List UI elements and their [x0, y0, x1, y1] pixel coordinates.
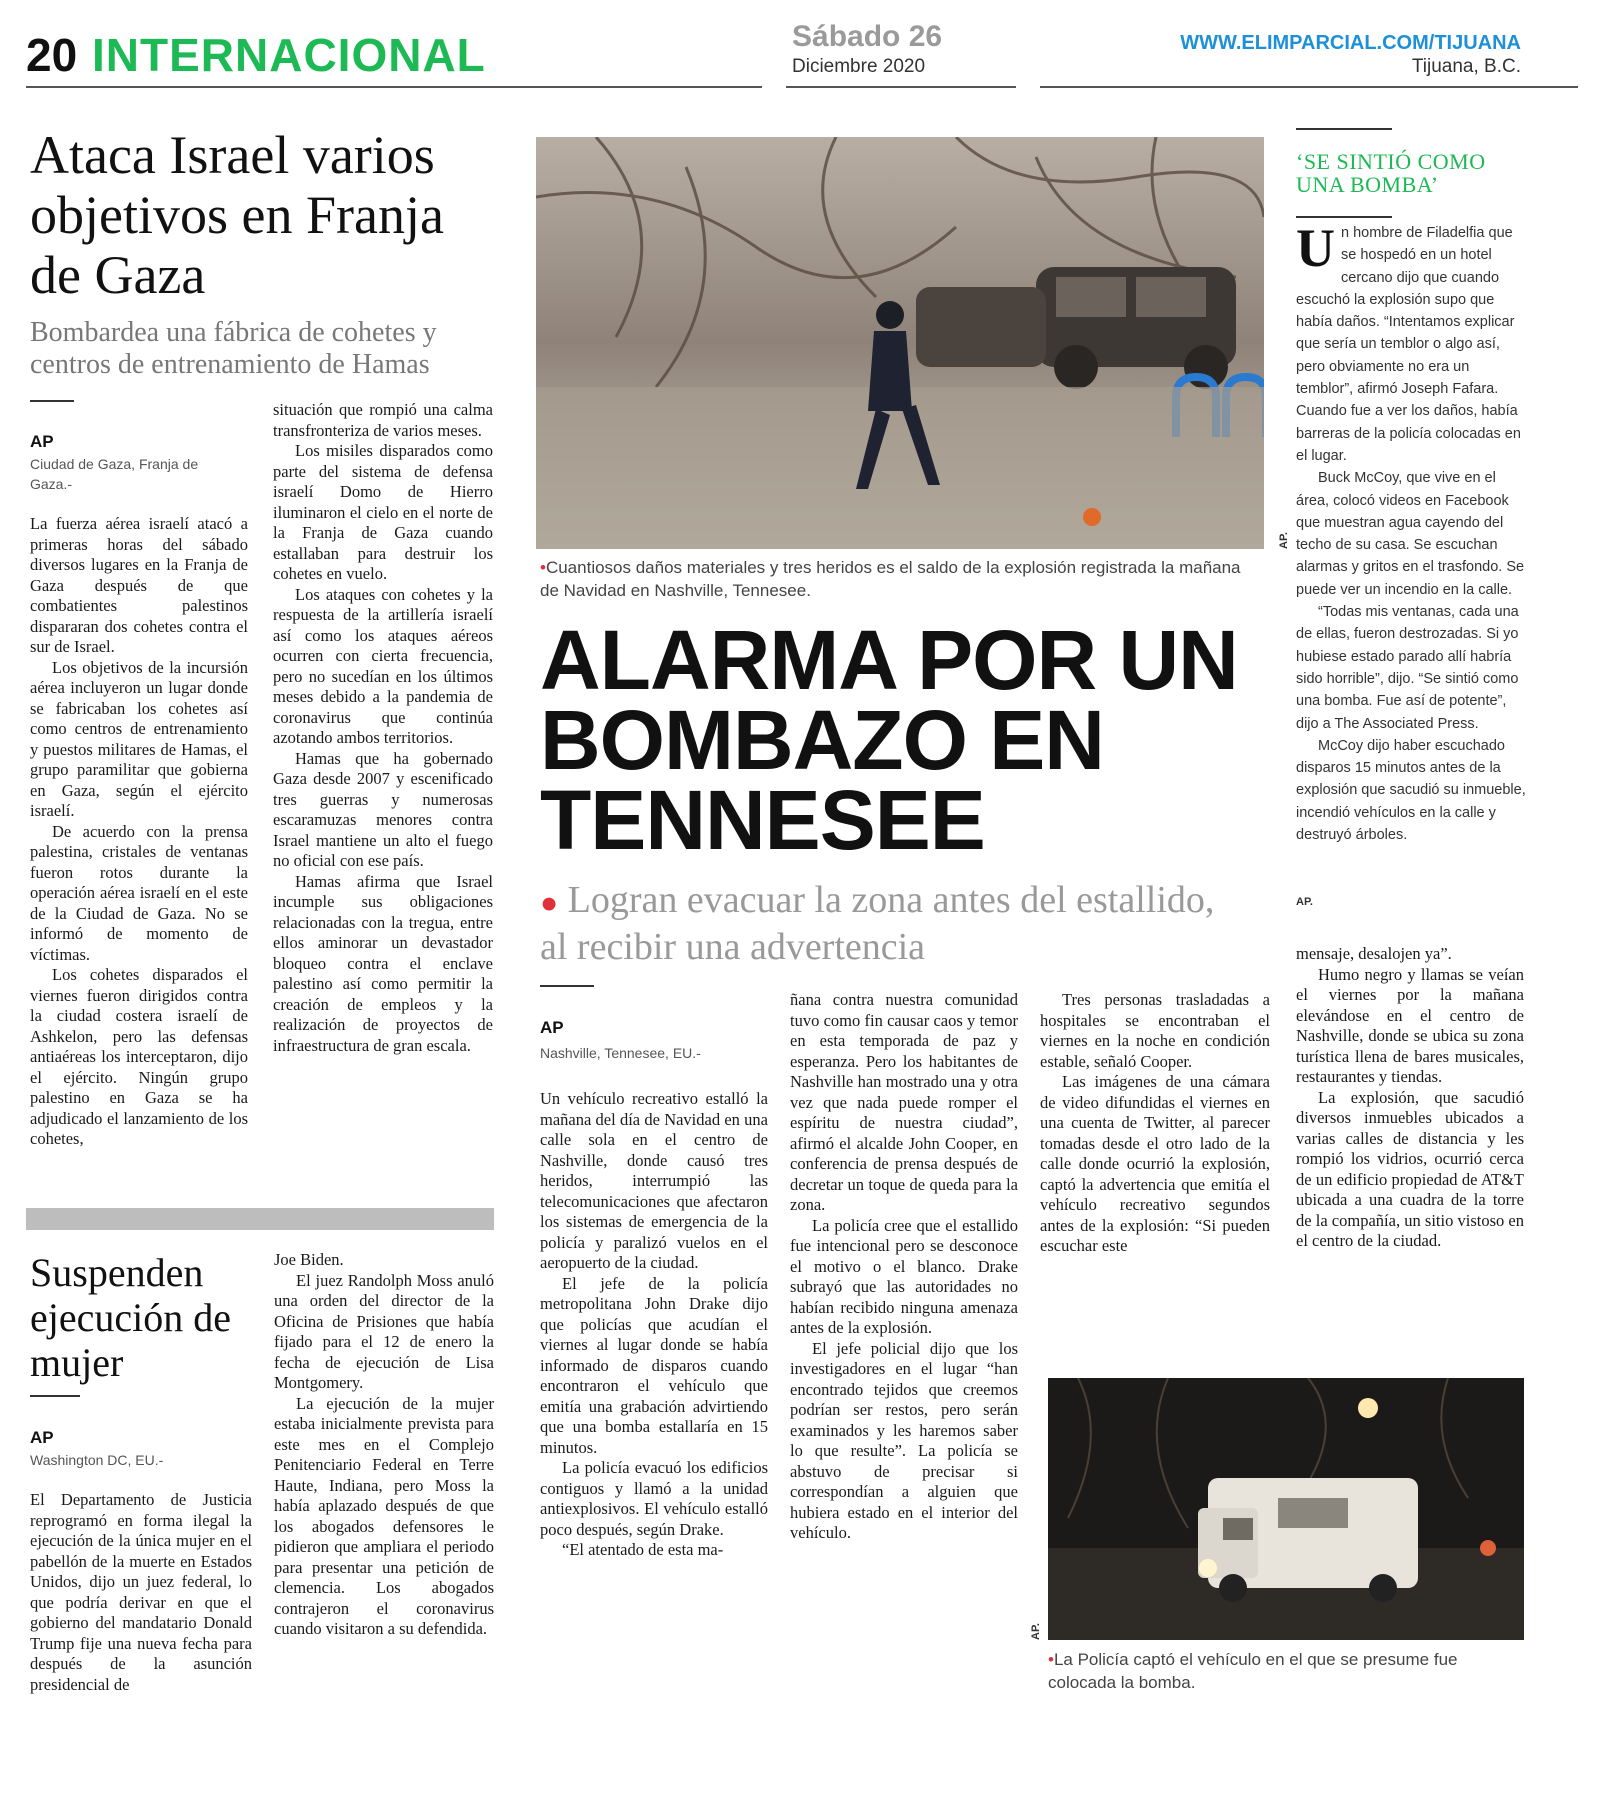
section-title: INTERNACIONAL — [92, 29, 486, 81]
nashville-byline: AP — [540, 1018, 564, 1037]
gaza-rule — [30, 400, 74, 402]
bullet-icon: • — [540, 558, 546, 577]
explosion-scene-photo — [536, 137, 1264, 549]
paragraph: McCoy dijo haber escuchado disparos 15 minutos antes de la explosión que sacudió su inmueble, incendió vehículos en la calle y destruyó árboles. — [1296, 737, 1526, 844]
gaza-byline: AP — [30, 432, 54, 451]
paragraph: Las imágenes de una cámara de video difundidas el viernes en una cuenta de Twitter, al parecer tomadas desde el otro lado de la calle donde ocurrió la explosión, captó la advertencia que emitía el vehículo recreativo segundos antes de la explosión: “Si pueden escuchar este — [1040, 1072, 1270, 1255]
paragraph: La explosión, que sacudió diversos inmuebles ubicados a varias calles de distancia y les rompió los vidrios, ocurrió cerca de un edificio propiedad de AT&T ubicada a una cuadra de la torre de la compañía, un sitio vistoso en el centro de la ciudad. — [1296, 1087, 1524, 1250]
paragraph: El Departamento de Justicia reprogramó en forma ilegal la ejecución de la única mujer en el pabellón de la muerte en Estados Unidos, dijo un juez federal, lo que podría derivar en que el gobierno del mandatario Donald Trump fije una nueva fecha para después de la asunción presidencial de — [30, 1490, 252, 1694]
sidebar-body — [1296, 218, 1526, 846]
paragraph: Joe Biden. — [274, 1250, 344, 1269]
header-rule — [786, 86, 1016, 88]
sidebar-credit: AP. — [1296, 896, 1313, 908]
paragraph: situación que rompió una calma transfronteriza de varios meses. — [273, 400, 493, 440]
paragraph: Humo negro y llamas se veían el viernes por la mañana elevándose en el centro de Nashville, donde se ubica su zona turística llena de bares musicales, restaurantes y tiendas. — [1296, 964, 1524, 1086]
gaza-column-2 — [273, 400, 493, 1056]
paragraph: El jefe policial dijo que los investigadores en el lugar “han encontrado tejidos que creemos podrían ser restos, pero serán examinados y les haremos saber lo que resulte”. La policía se abstuvo de precisar si correspondían a alguien que hubiera estado en el interior del vehículo. — [790, 1338, 1018, 1542]
paragraph: “El atentado de esta ma- — [562, 1540, 724, 1559]
paragraph: Los objetivos de la incursión aérea incluyeron un lugar donde se fabricaban los cohetes así como centros de entrenamiento y puestos militares de Hamas, el grupo paramilitar que gobierna en Gaza, según el ejército israelí. — [30, 657, 248, 820]
gaza-headline: Ataca Israel varios objetivos en Franja de Gaza — [30, 125, 444, 305]
section-divider-bar — [26, 1208, 494, 1230]
header-rule — [1040, 86, 1578, 88]
gaza-column-1 — [30, 514, 248, 1150]
site-url-link[interactable]: WWW.ELIMPARCIAL.COM/TIJUANA — [1180, 32, 1521, 54]
dropcap: U — [1296, 218, 1335, 278]
paragraph: Los cohetes disparados el viernes fueron dirigidos contra la ciudad costera israelí de Ashkelon, pero las defensas antiaéreas los interceptaron, dijo el ejército. Ningún grupo palestino en Gaza se ha adjudicado el lanzamiento de los cohetes, — [30, 965, 248, 1148]
photo-credit: AP. — [1278, 532, 1290, 549]
nashville-column-1 — [540, 1089, 768, 1561]
header-date: Diciembre 2020 — [792, 56, 926, 77]
page-number: 20 — [26, 29, 78, 81]
paragraph: La fuerza aérea israelí atacó a primeras horas del sábado diversos lugares en la Franja de Gaza después de que combatientes palestinos dispararan dos cohetes contra el sur de Israel. — [30, 514, 248, 656]
paragraph: ñana contra nuestra comunidad tuvo como fin causar caos y temor en esta temporada de paz y esperanza. Pero los habitantes de Nashville han mostrado una y otra vez que nada puede romper el espíritu de nuestra ciudad”, afirmó el alcalde John Cooper, en conferencia de prensa después de decretar un toque de queda para la zona. — [790, 990, 1018, 1214]
nashville-rule — [540, 985, 594, 987]
gaza-dateline: Ciudad de Gaza, Franja de Gaza.- — [30, 456, 199, 492]
paragraph: Un hombre de Filadelfia que se hospedó en un hotel cercano dijo que cuando escuchó la explosión supo que había daños. “Intentamos explicar que sería un temblor o algo así, pero obviamente no era un temblor”, afirmó Joseph Fafara. Cuando fue a ver los daños, había barreras de la policía colocadas en el lugar. — [1296, 218, 1521, 464]
header-city: Tijuana, B.C. — [1411, 56, 1521, 77]
rv-night-photo — [1048, 1378, 1524, 1640]
paragraph: Hamas afirma que Israel incumple sus obligaciones relacionadas con la tregua, entre ellos aminorar un devastador bloqueo contra el enclave palestino así como permitir la creación de empleos y la realización de proyectos de infraestructura de gran escala. — [273, 871, 493, 1055]
execution-byline: AP — [30, 1428, 54, 1447]
main-photo-caption: •Cuantiosos daños materiales y tres heridos es el saldo de la explosión registrada la mañana de Navidad en Nashville, Tennesee. — [540, 558, 1241, 600]
nashville-column-2 — [790, 990, 1018, 1544]
paragraph: La ejecución de la mujer estaba inicialmente prevista para este mes en el Complejo Penitenciario Federal en Terre Haute, Indiana, pero Moss la había aplazado después de que los abogados defensores le pidieron que ampliara el periodo para presentar una petición de clemencia. Los abogados contrajeron el coronavirus cuando visitaron a su defendida. — [274, 1393, 494, 1638]
sidebar-title: ‘SE SINTIÓ COMO UNA BOMBA’ — [1296, 149, 1486, 197]
paragraph: La policía evacuó los edificios contiguos y llamó a la unidad antiexplosivos. El vehículo estalló poco después, según Drake. — [540, 1458, 768, 1539]
paragraph: La policía cree que el estallido fue intencional pero se desconoce el motivo o el blanco. Drake subrayó que las autoridades no habían recibido ninguna amenaza antes de la explosión. — [790, 1215, 1018, 1337]
bullet-icon: • — [1048, 1650, 1054, 1669]
nashville-column-4 — [1296, 944, 1524, 1252]
execution-column-2 — [274, 1250, 494, 1640]
paragraph: El juez Randolph Moss anuló una orden del director de la Oficina de Prisiones que había fijado para el 12 de enero la fecha de ejecución de Lisa Montgomery. — [274, 1270, 494, 1392]
main-headline: ALARMA POR UN BOMBAZO EN TENNESEE — [540, 613, 1238, 867]
paragraph: “Todas mis ventanas, cada una de ellas, fueron destrozadas. Si yo hubiese estado parado allí habría sido horrible”, dijo. “Se sintió como una bomba. Fue así de potente”, dijo a The Associated Press. — [1296, 604, 1519, 732]
execution-headline: Suspenden ejecución de mujer — [30, 1250, 231, 1385]
photo-credit: AP. — [1030, 1623, 1042, 1640]
execution-dateline: Washington DC, EU.- — [30, 1452, 164, 1468]
main-subheadline: ● Logran evacuar la zona antes del estallido, al recibir una advertencia — [540, 879, 1215, 969]
nashville-dateline: Nashville, Tennesee, EU.- — [540, 1045, 701, 1061]
paragraph: Los ataques con cohetes y la respuesta de la artillería israelí así como los ataques aéreos ocurren con cierta frecuencia, pero no sucedían en los últimos meses debido a la pandemia de coronavirus que continúa azotando ambos territorios. — [273, 584, 493, 747]
header-day: Sábado 26 — [792, 20, 943, 53]
paragraph: Un vehículo recreativo estalló la mañana del día de Navidad en una calle sola en el centro de Nashville, donde causó tres heridos, interrumpió las telecomunicaciones que afectaron los sistemas de emergencia de la policía y paralizó vuelos en el aeropuerto de la ciudad. — [540, 1089, 768, 1272]
header-rule — [26, 86, 762, 88]
paragraph: Hamas que ha gobernado Gaza desde 2007 y escenificado tres guerras y numerosas escaramuzas menores contra Israel mantiene un alto el fuego no oficial con ese país. — [273, 748, 493, 870]
paragraph: mensaje, desalojen ya”. — [1296, 944, 1452, 963]
paragraph: Buck McCoy, que vive en el área, colocó videos en Facebook que muestran agua cayendo del techo de su casa. Se escuchan alarmas y gritos en el trasfondo. Se puede ver un incendio en la calle. — [1296, 470, 1525, 598]
rv-photo-caption: •La Policía captó el vehículo en el que se presume fue colocada la bomba. — [1048, 1650, 1458, 1692]
bullet-icon: ● — [540, 886, 559, 920]
sidebar-rule — [1296, 128, 1392, 130]
paragraph: Los misiles disparados como parte del sistema de defensa israelí Domo de Hierro iluminaron el cielo en el norte de la Franja de Gaza cuando estallaban para destruir los cohetes en vuelo. — [273, 441, 493, 583]
paragraph: De acuerdo con la prensa palestina, cristales de ventanas fueron rotos durante la operación aérea israelí en el este de la Ciudad de Gaza. No se informó de momento de víctimas. — [30, 821, 248, 964]
execution-column-1 — [30, 1490, 252, 1695]
execution-rule — [30, 1395, 80, 1397]
paragraph: El jefe de la policía metropolitana John Drake dijo que policías que acudían el viernes al lugar donde se había informado de disparos cuando encontraron el vehículo que emitía una grabación advirtiendo que una bomba estallaría en 15 minutos. — [540, 1273, 768, 1457]
gaza-subheadline: Bombardea una fábrica de cohetes y centros de entrenamiento de Hamas — [30, 317, 437, 380]
paragraph: Tres personas trasladadas a hospitales se encontraban el viernes en la noche en condición estable, señaló Cooper. — [1040, 990, 1270, 1071]
nashville-column-3 — [1040, 990, 1270, 1257]
